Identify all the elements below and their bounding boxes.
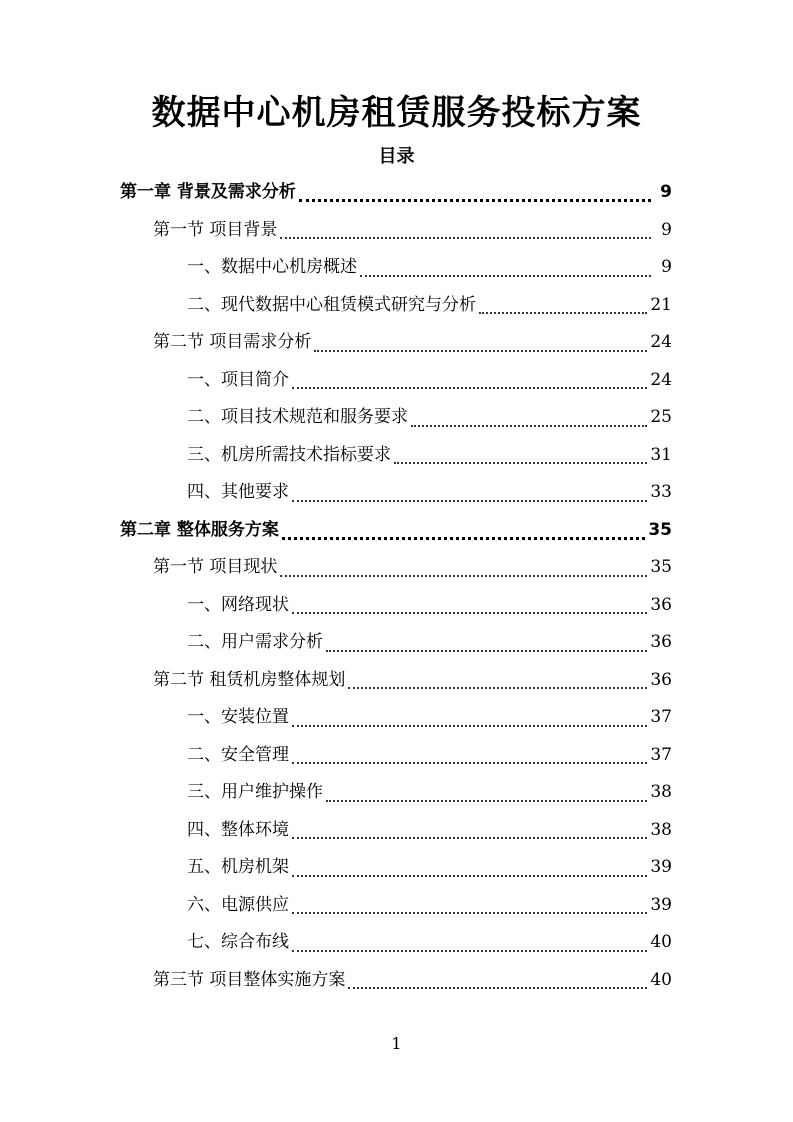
toc-entry-text: 三、用户维护操作 bbox=[187, 782, 323, 802]
toc-entry-subsection[interactable] bbox=[187, 399, 672, 436]
toc-entry-subsection[interactable] bbox=[187, 887, 672, 924]
dot-leader bbox=[326, 800, 647, 802]
toc-entry-subsection[interactable] bbox=[187, 437, 672, 474]
dot-leader bbox=[292, 612, 647, 614]
toc-page-number: 24 bbox=[650, 369, 672, 390]
toc-heading: 目录 bbox=[378, 146, 415, 167]
toc-entry-subsection[interactable] bbox=[187, 699, 672, 736]
toc-entry-text: 一、安装位置 bbox=[187, 707, 289, 727]
dot-leader bbox=[280, 237, 651, 239]
toc-page-number: 9 bbox=[660, 182, 672, 202]
toc-entry-text: 一、项目简介 bbox=[187, 369, 289, 390]
toc-entry-text: 第一节 项目现状 bbox=[153, 557, 278, 577]
toc-page-number: 31 bbox=[650, 444, 672, 465]
toc-page-number: 36 bbox=[650, 632, 672, 652]
toc-entry-text: 四、整体环境 bbox=[187, 819, 289, 840]
toc-page-number: 35 bbox=[648, 519, 672, 540]
toc-page-number: 25 bbox=[650, 407, 672, 427]
dot-leader bbox=[348, 987, 647, 989]
page-number: 1 bbox=[391, 1034, 402, 1053]
dot-leader bbox=[292, 875, 647, 877]
toc-entry-text: 第一节 项目背景 bbox=[153, 219, 278, 240]
dot-leader bbox=[292, 837, 647, 839]
toc-entry-text: 三、机房所需技术指标要求 bbox=[187, 444, 391, 465]
toc-page-number: 38 bbox=[650, 782, 672, 802]
toc-page-number: 36 bbox=[650, 669, 672, 690]
toc-entry-section[interactable] bbox=[153, 962, 672, 999]
toc-entry-subsection[interactable] bbox=[187, 624, 672, 661]
toc-entry-subsection[interactable] bbox=[187, 812, 672, 849]
toc-entry-section[interactable] bbox=[153, 549, 672, 586]
toc-entry-text: 第一章 背景及需求分析 bbox=[120, 182, 296, 202]
toc-page-number: 9 bbox=[661, 219, 672, 240]
dot-leader bbox=[411, 425, 647, 427]
dot-leader bbox=[292, 912, 647, 914]
dot-leader bbox=[292, 950, 647, 952]
toc-entry-text: 七、综合布线 bbox=[187, 932, 289, 952]
dot-leader bbox=[314, 350, 647, 352]
dot-leader bbox=[280, 575, 647, 577]
dot-leader bbox=[394, 462, 647, 464]
toc-entry-subsection[interactable] bbox=[187, 249, 672, 286]
toc-entry-text: 一、数据中心机房概述 bbox=[187, 257, 357, 277]
toc-page-number: 39 bbox=[650, 857, 672, 877]
toc-entry-text: 四、其他要求 bbox=[187, 482, 289, 502]
toc-entry-subsection[interactable] bbox=[187, 474, 672, 511]
toc-entry-subsection[interactable] bbox=[187, 774, 672, 811]
toc-page-number: 39 bbox=[650, 894, 672, 915]
toc-entry-text: 第二节 租赁机房整体规划 bbox=[153, 669, 346, 690]
toc-page-number: 40 bbox=[650, 932, 672, 952]
toc-entry-text: 六、电源供应 bbox=[187, 894, 289, 915]
toc-page-number: 35 bbox=[650, 557, 672, 577]
toc-entry-subsection[interactable] bbox=[187, 849, 672, 886]
toc-page-number: 37 bbox=[650, 744, 672, 765]
toc-entry-chapter[interactable] bbox=[120, 512, 672, 549]
toc-entry-chapter[interactable] bbox=[120, 174, 672, 211]
toc-page-number: 38 bbox=[650, 819, 672, 840]
dot-leader bbox=[292, 762, 647, 764]
dot-leader bbox=[348, 687, 647, 689]
toc-entry-text: 第三节 项目整体实施方案 bbox=[153, 969, 346, 990]
toc-entry-text: 二、现代数据中心租赁模式研究与分析 bbox=[187, 294, 476, 315]
toc-page-number: 33 bbox=[650, 482, 672, 502]
dot-leader bbox=[479, 312, 647, 314]
dot-leader bbox=[292, 725, 647, 727]
toc-entry-text: 二、项目技术规范和服务要求 bbox=[187, 407, 408, 427]
toc-page-number: 36 bbox=[650, 594, 672, 615]
toc-page-number: 40 bbox=[650, 969, 672, 990]
toc-page-number: 24 bbox=[650, 332, 672, 352]
toc-entry-text: 一、网络现状 bbox=[187, 594, 289, 615]
toc-entry-subsection[interactable] bbox=[187, 587, 672, 624]
toc-entry-text: 第二章 整体服务方案 bbox=[120, 519, 279, 540]
dot-leader bbox=[292, 500, 647, 502]
toc-entry-text: 二、用户需求分析 bbox=[187, 632, 323, 652]
dot-leader bbox=[299, 199, 651, 202]
dot-leader bbox=[282, 537, 645, 540]
toc-entry-text: 第二节 项目需求分析 bbox=[153, 332, 312, 352]
toc-entry-section[interactable] bbox=[153, 662, 672, 699]
document-title: 数据中心机房租赁服务投标方案 bbox=[151, 93, 642, 133]
toc-entry-subsection[interactable] bbox=[187, 287, 672, 324]
dot-leader bbox=[360, 275, 651, 277]
dot-leader bbox=[326, 650, 647, 652]
toc-entry-text: 二、安全管理 bbox=[187, 744, 289, 765]
toc-entry-subsection[interactable] bbox=[187, 924, 672, 961]
dot-leader bbox=[292, 387, 647, 389]
toc-entry-subsection[interactable] bbox=[187, 362, 672, 399]
toc-page-number: 21 bbox=[650, 294, 672, 315]
toc-entry-section[interactable] bbox=[153, 212, 672, 249]
toc-entry-section[interactable] bbox=[153, 324, 672, 361]
toc-page-number: 37 bbox=[650, 707, 672, 727]
toc-page-number: 9 bbox=[661, 257, 672, 277]
toc-entry-text: 五、机房机架 bbox=[187, 857, 289, 877]
toc-entry-subsection[interactable] bbox=[187, 737, 672, 774]
